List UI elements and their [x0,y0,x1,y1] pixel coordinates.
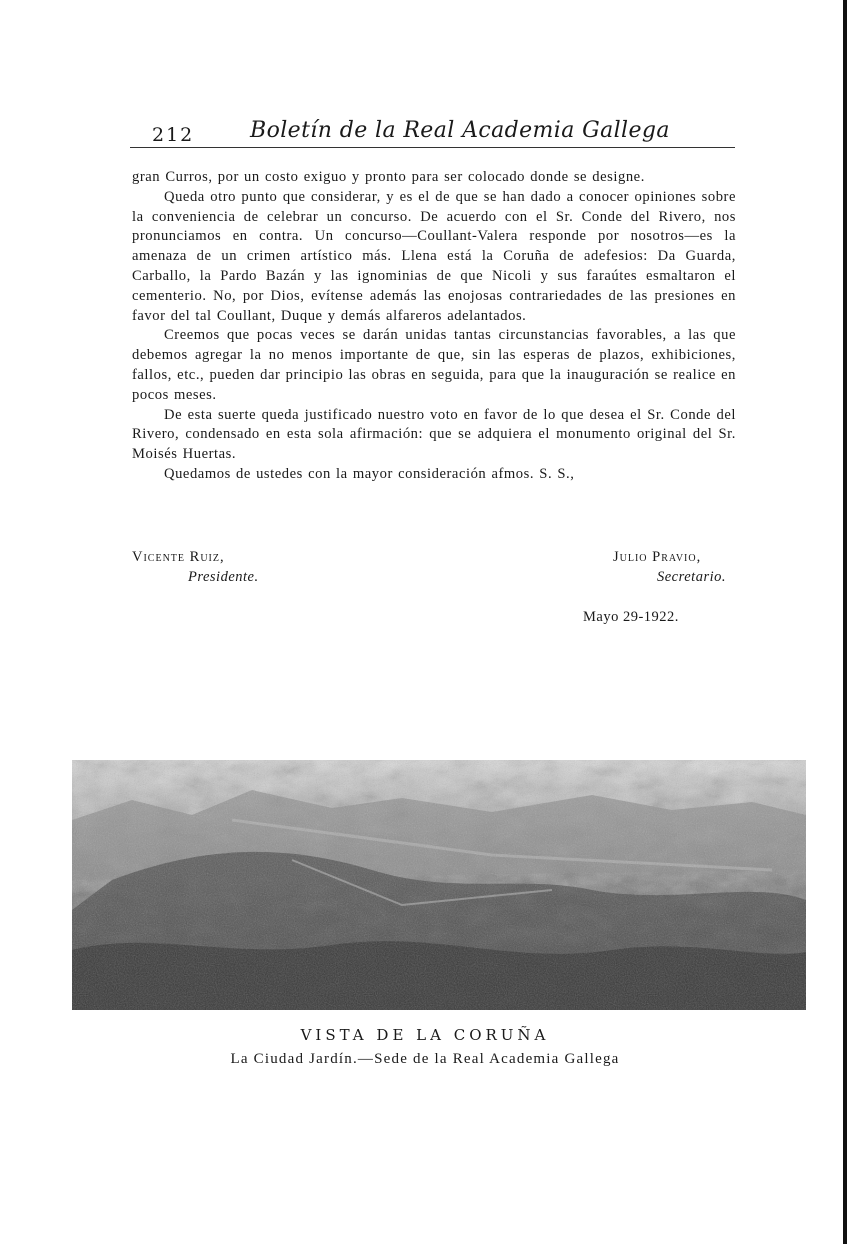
letter-body [132,168,736,485]
paragraph: Creemos que pocas veces se darán unidas tantas circunstancias favorables, a las que debemos agregar la no menos importante de que, sin las esperas de plazos, exhibiciones, fallos, etc., pueden dar principio las obras en seguida, para que la inauguración se realice en pocos meses. [132,327,736,403]
letter-date: Mayo 29-1922. [583,609,679,625]
signature-left-name: Vicente Ruiz, [132,549,225,565]
header-rule [130,147,735,148]
signature-left-role: Presidente. [188,569,259,585]
paragraph: Queda otro punto que considerar, y es el de que se han dado a conocer opiniones sobre la conveniencia de celebrar un concurso. De acuerdo con el Sr. Conde del Rivero, nos pronunciamos en contra. Un concurso—Coullant-Valera responde por nosotros—es la amenaza de un crimen artístico más. Llena está la Coruña de adefesios: Da Guarda, Carballo, la Pardo Bazán y las ignominias de que Nicoli y sus faraútes esmaltaron el cementerio. No, por Dios, evítense además las enojosas contrariedades de las presiones en favor del tal Coullant, Duque y demás alfareros adelantados. [132,188,736,324]
running-title: Boletín de la Real Academia Gallega [250,118,670,143]
signature-right-role: Secretario. [657,569,726,585]
page-header [130,118,735,148]
paragraph: De esta suerte queda justificado nuestro voto en favor de lo que desea el Sr. Conde del Rivero, condensado en esta sola afirmación: que se adquiera el monumento original del Sr. Moisés Huertas. [132,406,736,463]
photo-caption-subtitle: La Ciudad Jardín.—Sede de la Real Academia Gallega [230,1051,620,1067]
paragraph: gran Curros, por un costo exiguo y pronto para ser colocado donde se designe. [132,169,645,185]
city-view-photograph [72,760,806,1010]
signature-right-name: Julio Pravio, [613,549,702,565]
paragraph: Quedamos de ustedes con la mayor consideración afmos. S. S., [164,465,575,482]
photo-caption-title: VISTA DE LA CORUÑA [300,1026,550,1044]
page-number: 212 [152,124,195,146]
